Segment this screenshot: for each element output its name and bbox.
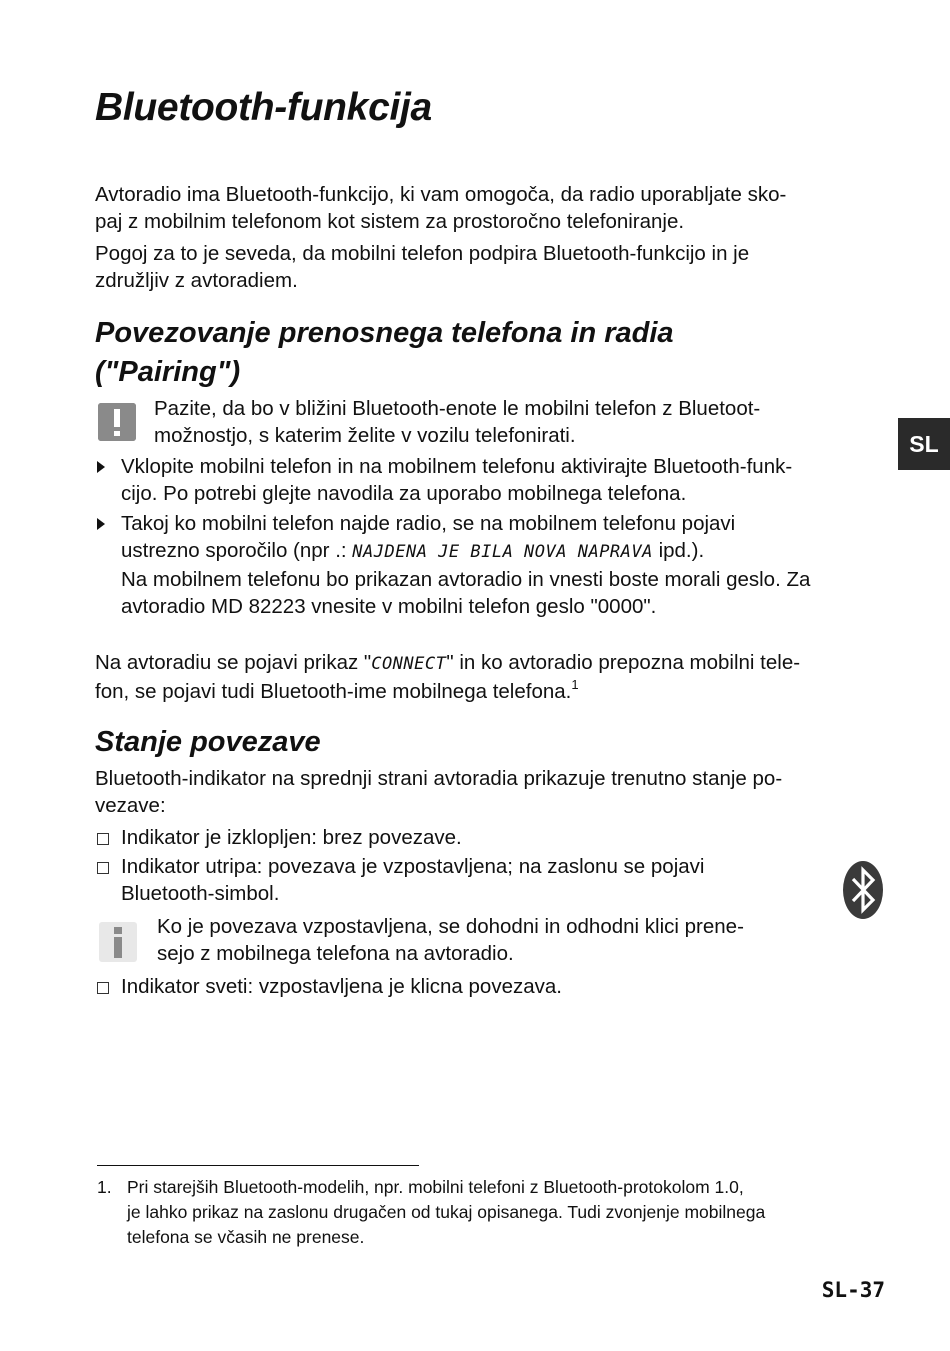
text-line: Vklopite mobilni telefon in na mobilnem telefonu aktivirajte Bluetooth-funk-: [121, 455, 793, 478]
lcd-text: CONNECT: [371, 654, 447, 674]
section-heading-pairing: [95, 314, 674, 392]
page-number: SL-37: [821, 1278, 885, 1302]
warning-note: [154, 395, 760, 449]
text-line: avtoradio MD 82223 vnesite v mobilni telefon geslo "0000".: [121, 595, 657, 618]
text-fragment: " in ko avtoradio prepozna mobilni tele-: [446, 651, 801, 674]
text-line: Pazite, da bo v bližini Bluetooth-enote le mobilni telefon z Bluetoot-: [154, 397, 761, 420]
info-icon: [99, 922, 137, 962]
text-line: Bluetooth-simbol.: [121, 882, 280, 905]
text-line: Pogoj za to je seveda, da mobilni telefon podpira Bluetooth-funkcijo in je: [95, 242, 750, 265]
text-fragment: fon, se pojavi tudi Bluetooth-ime mobilnega telefona.: [95, 680, 572, 703]
text-line: Na mobilnem telefonu bo prikazan avtoradio in vnesti boste morali geslo. Za: [121, 568, 811, 591]
text-line: Bluetooth-indikator na sprednji strani avtoradia prikazuje trenutno stanje po-: [95, 767, 783, 790]
status-intro: [95, 765, 782, 819]
list-square-icon: [97, 982, 109, 994]
text-line: možnostjo, s katerim želite v vozilu telefonirati.: [154, 424, 576, 447]
text-line: Takoj ko mobilni telefon najde radio, se na mobilnem telefonu pojavi: [121, 512, 736, 535]
intro-paragraph-2: [95, 240, 749, 294]
text-line: [95, 678, 800, 705]
text-line: Ko je povezava vzpostavljena, se dohodni in odhodni klici prene-: [157, 915, 744, 938]
text-line: [95, 649, 800, 678]
step-bullet-2: [121, 510, 810, 620]
footnote-reference: 1: [571, 677, 579, 692]
exclamation-icon: [98, 403, 136, 441]
text-line: vezave:: [95, 794, 166, 817]
text-fragment: ustrezno sporočilo (npr .:: [121, 539, 353, 562]
text-line: Pri starejših Bluetooth-modelih, npr. mobilni telefoni z Bluetooth-protokolom 1.0,: [127, 1177, 744, 1197]
status-item-off: Indikator je izklopljen: brez povezave.: [121, 826, 462, 849]
text-line: je lahko prikaz na zaslonu drugačen od tukaj opisanega. Tudi zvonjenje mobilnega: [127, 1202, 766, 1222]
text-fragment: ipd.).: [652, 539, 705, 562]
footnote-divider: [97, 1165, 419, 1166]
bullet-arrow-icon: [97, 518, 105, 530]
footnote-text: [127, 1175, 765, 1250]
text-line: sejo z mobilnega telefona na avtoradio.: [157, 942, 514, 965]
info-note: [157, 913, 744, 967]
list-square-icon: [97, 862, 109, 874]
text-line: [121, 537, 810, 566]
heading-line: Povezovanje prenosnega telefona in radia: [95, 317, 674, 349]
step-bullet-1: [121, 453, 792, 507]
connect-paragraph: [95, 649, 800, 705]
status-item-on: Indikator sveti: vzpostavljena je klicna povezava.: [121, 975, 562, 998]
text-line: paj z mobilnim telefonom kot sistem za prostoročno telefoniranje.: [95, 210, 685, 233]
language-tab: SL: [898, 418, 950, 470]
bullet-arrow-icon: [97, 461, 105, 473]
footnote-number: 1.: [97, 1177, 112, 1197]
text-line: cijo. Po potrebi glejte navodila za uporabo mobilnega telefona.: [121, 482, 687, 505]
text-line: združljiv z avtoradiem.: [95, 269, 298, 292]
text-line: Indikator utripa: povezava je vzpostavljena; na zaslonu se pojavi: [121, 855, 705, 878]
lcd-text: NAJDENA JE BILA NOVA NAPRAVA: [352, 542, 653, 562]
page-title: Bluetooth-funkcija: [95, 86, 432, 129]
section-heading-status: Stanje povezave: [95, 726, 321, 758]
heading-line: ("Pairing"): [95, 356, 241, 388]
list-square-icon: [97, 833, 109, 845]
text-line: telefona se včasih ne prenese.: [127, 1227, 365, 1247]
status-item-blinking: [121, 853, 704, 907]
text-fragment: Na avtoradiu se pojavi prikaz ": [95, 651, 372, 674]
text-line: Avtoradio ima Bluetooth-funkcijo, ki vam omogoča, da radio uporabljate sko-: [95, 183, 787, 206]
intro-paragraph-1: [95, 181, 786, 235]
bluetooth-icon: [842, 860, 884, 920]
